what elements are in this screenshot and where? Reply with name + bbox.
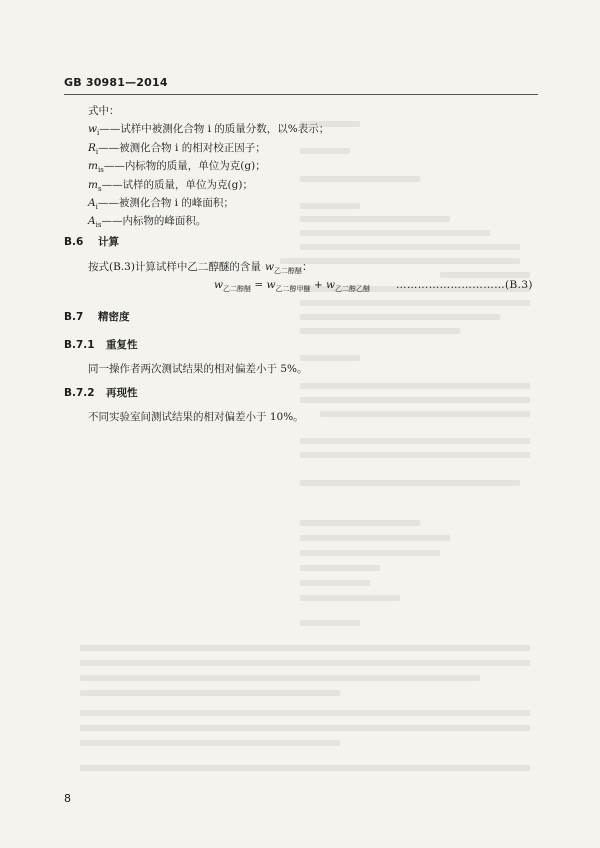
section-heading-b7-2: B.7.2 再现性 xyxy=(64,387,138,399)
variable-definition: $A_{is}——$内标物的峰面积。 xyxy=(88,215,207,230)
variable-definition: $w_i——$试样中被测化合物 i 的质量分数，以%表示； xyxy=(88,123,330,138)
variable-symbol: $w_i$ xyxy=(88,123,100,138)
variable-symbol: $A_i$ xyxy=(88,197,98,212)
calculation-intro: 按式(B.3)计算试样中乙二醇醚的含量 $w_{乙二醇醚}$： xyxy=(88,261,313,276)
variable-description: 试样中被测化合物 i 的质量分数，以%表示； xyxy=(120,123,330,135)
variable-definition: $m_s——$试样的质量，单位为克(g)； xyxy=(88,179,253,194)
variable-symbol: $R_i$ xyxy=(88,142,99,157)
formula-b3: $w_{乙二醇醚} = w_{乙二醇甲醚} + w_{乙二醇乙醚}$ xyxy=(214,279,370,294)
where-intro: 式中： xyxy=(88,105,120,117)
variable-description: 被测化合物 i 的相对校正因子； xyxy=(119,142,266,154)
variable-symbol: $m_{is}$ xyxy=(88,160,104,175)
variable-definition: $R_i——$被测化合物 i 的相对校正因子； xyxy=(88,142,266,157)
variable-symbol: $m_s$ xyxy=(88,179,102,194)
variable-definition: $m_{is}——$内标物的质量，单位为克(g)； xyxy=(88,160,266,175)
variable-description: 内标物的质量，单位为克(g)； xyxy=(124,160,266,172)
repeatability-text: 同一操作者两次测试结果的相对偏差小于 5%。 xyxy=(88,363,308,375)
standard-code-header: GB 30981—2014 xyxy=(64,76,168,89)
section-heading-b6: B.6 计算 xyxy=(64,236,119,248)
equation-number: …………………………(B.3) xyxy=(396,279,533,291)
section-heading-b7-1: B.7.1 重复性 xyxy=(64,339,138,351)
variable-definition: $A_i——$被测化合物 i 的峰面积； xyxy=(88,197,234,212)
variable-description: 被测化合物 i 的峰面积； xyxy=(118,197,234,209)
variable-symbol: $A_{is}$ xyxy=(88,215,102,230)
section-heading-b7: B.7 精密度 xyxy=(64,311,130,323)
variable-description: 内标物的峰面积。 xyxy=(122,215,207,227)
calculation-symbol: $w_{乙二醇醚}$ xyxy=(264,261,302,276)
reproducibility-text: 不同实验室间测试结果的相对偏差小于 10%。 xyxy=(88,411,304,423)
variable-description: 试样的质量，单位为克(g)； xyxy=(122,179,253,191)
page-number: 8 xyxy=(64,792,71,805)
header-rule xyxy=(64,94,538,95)
